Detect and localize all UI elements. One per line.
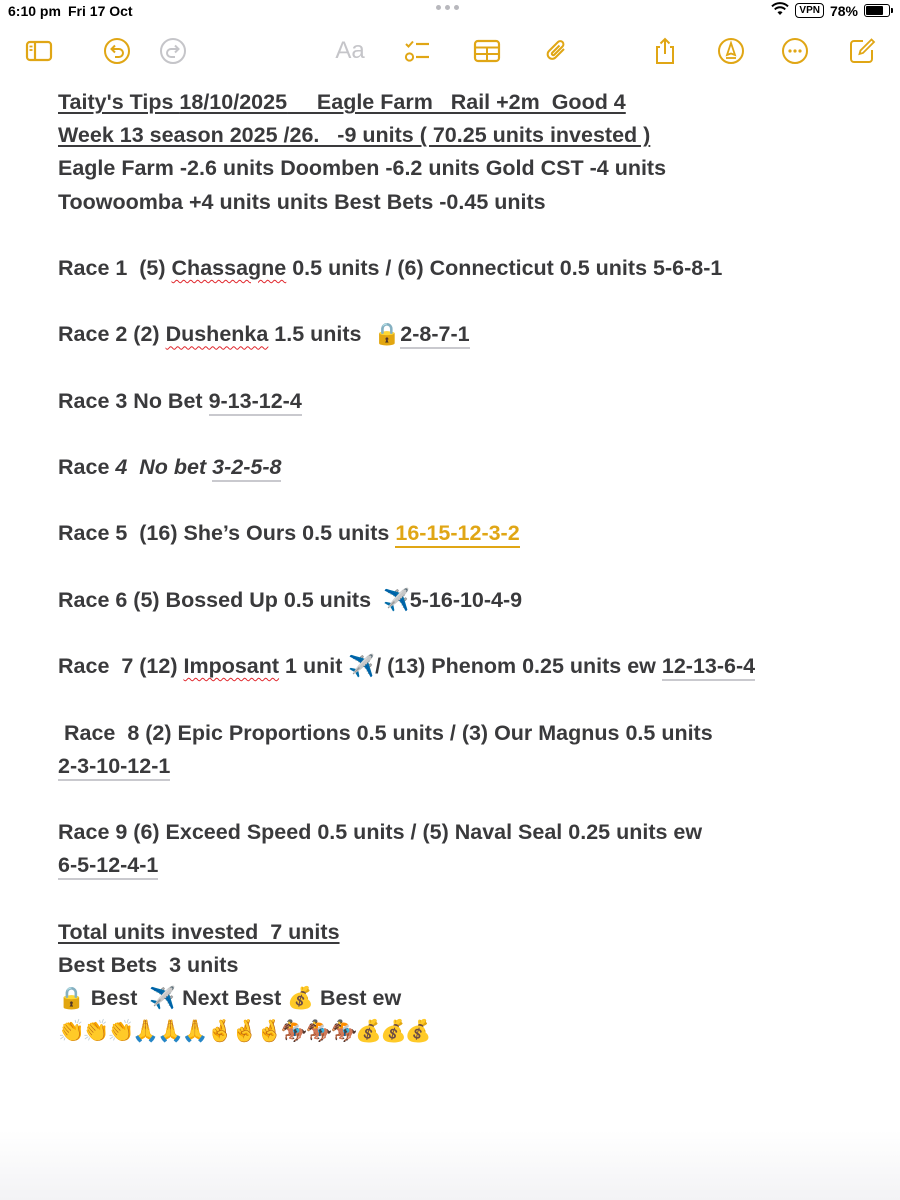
- emoji-row: 👏👏👏🙏🙏🙏🤞🤞🤞🏇🏇🏇💰💰💰: [58, 1019, 430, 1045]
- race-6-label: Race 6 (5) Bossed Up 0.5 units: [58, 587, 383, 612]
- undo-icon[interactable]: [100, 34, 134, 68]
- race-6-order: 5-16-10-4-9: [409, 587, 523, 612]
- status-time: 6:10 pm: [8, 3, 61, 19]
- race-4-bets: 4 No bet: [115, 455, 213, 480]
- race-1-horse: Chassagne: [171, 255, 287, 280]
- race-6-line: [58, 584, 878, 617]
- race-3-label: Race 3 No Bet: [58, 388, 209, 413]
- race-1-label: Race 1 (5): [58, 255, 172, 280]
- status-right: [771, 2, 890, 19]
- legend-best-ew: Best ew: [314, 986, 402, 1011]
- race-2-bets: 1.5 units: [268, 322, 374, 347]
- race-3-order[interactable]: 9-13-12-4: [209, 389, 302, 416]
- legend-line: [58, 982, 878, 1015]
- best-bets-line: Best Bets 3 units: [58, 952, 239, 977]
- race-7-bets: 1 unit: [279, 654, 349, 679]
- race-7-order[interactable]: 12-13-6-4: [662, 654, 755, 681]
- airplane-icon: ✈️: [149, 986, 177, 1012]
- note-title-line: [58, 86, 878, 119]
- race-1-line: [58, 252, 878, 285]
- multitasking-dots[interactable]: [436, 5, 459, 10]
- total-units-line: Total units invested 7 units: [58, 919, 340, 944]
- vpn-badge: VPN: [795, 3, 824, 18]
- race-4-line: [58, 451, 878, 484]
- airplane-icon: ✈️: [348, 654, 376, 680]
- redo-icon[interactable]: [156, 34, 190, 68]
- race-1-bets: 0.5 units / (6) Connecticut 0.5 units 5-6-8-1: [286, 255, 723, 280]
- venue-results-line-2: Toowoomba +4 units units Best Bets -0.45 units: [58, 189, 546, 214]
- race-2-label: Race 2 (2): [58, 322, 166, 347]
- race-4-label: Race: [58, 455, 116, 480]
- money-bag-icon: 💰: [287, 986, 314, 1012]
- race-2-order[interactable]: 2-8-7-1: [400, 322, 469, 349]
- markup-icon[interactable]: [714, 34, 748, 68]
- lock-icon: 🔒: [373, 322, 401, 348]
- battery-percent: 78%: [829, 2, 858, 19]
- race-9-line: Race 9 (6) Exceed Speed 0.5 units / (5) Naval Seal 0.25 units ew: [58, 820, 703, 845]
- airplane-icon: ✈️: [383, 587, 410, 613]
- text-format-icon[interactable]: Aa: [335, 37, 365, 64]
- compose-icon[interactable]: [845, 34, 879, 68]
- legend-next-best: Next Best: [176, 986, 288, 1011]
- sidebar-icon[interactable]: [22, 34, 56, 68]
- title-text: Taity's Tips: [58, 90, 180, 114]
- race-9-order-line: [58, 849, 878, 882]
- bottom-fade: [0, 1130, 900, 1200]
- race-7-horse: Imposant: [183, 654, 280, 679]
- race-4-order[interactable]: 3-2-5-8: [212, 455, 281, 482]
- share-icon[interactable]: [648, 34, 682, 68]
- battery-icon: [864, 4, 890, 17]
- race-7-label: Race 7 (12): [58, 654, 184, 679]
- wifi-icon: [771, 2, 789, 19]
- race-8-line: Race 8 (2) Epic Proportions 0.5 units / (3) Our Magnus 0.5 units: [58, 720, 713, 745]
- race-5-order-link[interactable]: 16-15-12-3-2: [395, 521, 519, 548]
- title-venue: Eagle Farm Rail +2m Good 4: [287, 90, 626, 114]
- season-line: Week 13 season 2025 /26. -9 units ( 70.25 units invested ): [58, 123, 651, 148]
- race-2-horse: Dushenka: [165, 322, 269, 347]
- venue-results-line: Eagle Farm -2.6 units Doomben -6.2 units Gold CST -4 units: [58, 156, 667, 181]
- checklist-icon[interactable]: [400, 34, 434, 68]
- status-date: Fri 17 Oct: [68, 3, 133, 19]
- lock-icon: 🔒: [58, 986, 85, 1012]
- title-date: 18/10/2025: [179, 90, 288, 114]
- attachment-icon[interactable]: [540, 34, 574, 68]
- race-8-order[interactable]: 2-3-10-12-1: [58, 754, 170, 781]
- more-icon[interactable]: [778, 34, 812, 68]
- race-9-order[interactable]: 6-5-12-4-1: [58, 853, 158, 880]
- race-7-bets-2: / (13) Phenom 0.25 units ew: [375, 654, 662, 679]
- race-8-order-line: [58, 750, 878, 783]
- race-5-label: Race 5 (16) She’s Ours 0.5 units: [58, 521, 396, 546]
- race-7-line: [58, 650, 878, 683]
- legend-best: Best: [84, 986, 150, 1011]
- note-body[interactable]: [58, 86, 878, 1048]
- table-icon[interactable]: [470, 34, 504, 68]
- status-bar: [0, 0, 900, 24]
- race-5-line: [58, 517, 878, 550]
- race-2-line: [58, 318, 878, 351]
- race-3-line: [58, 385, 878, 418]
- notes-toolbar: [0, 28, 900, 74]
